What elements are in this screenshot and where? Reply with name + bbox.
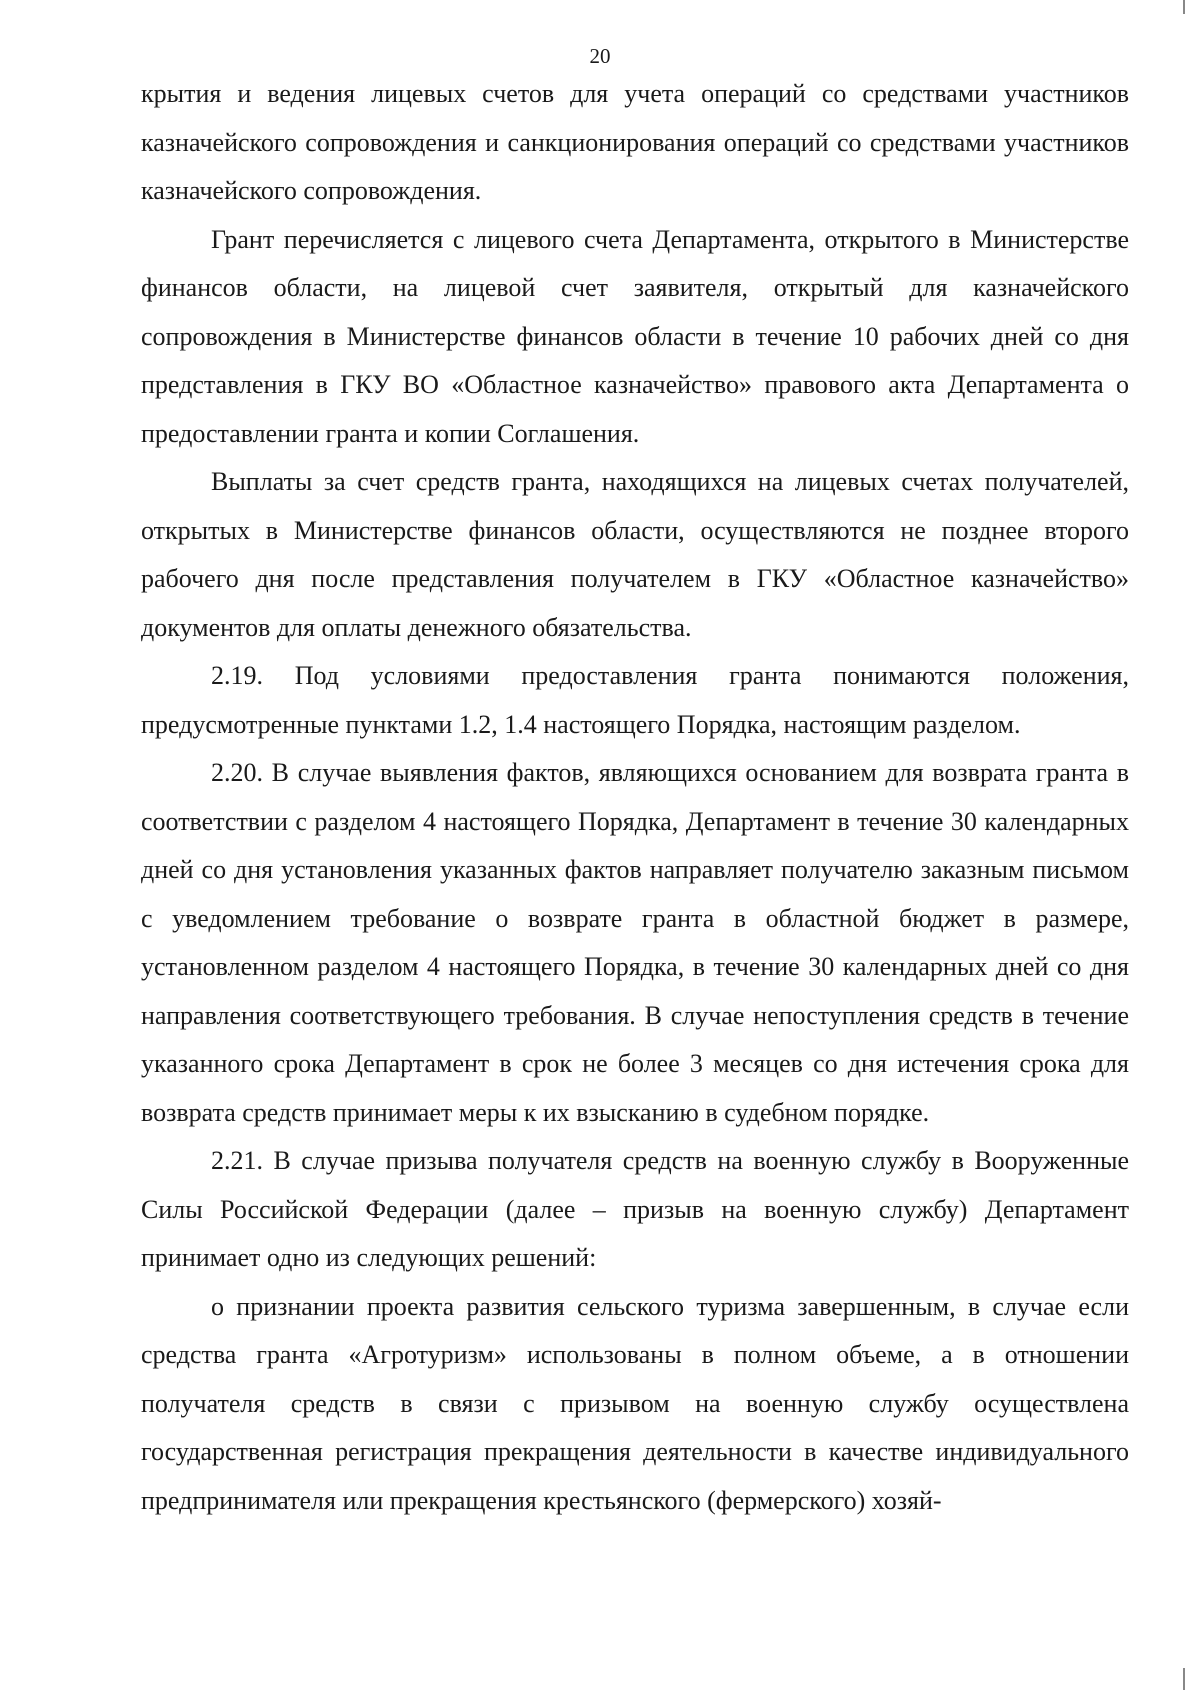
paragraph-grant-transfer: Грант перечисляется с лицевого счета Департамента, открытого в Министерстве финансов области, на лицевой счет заявителя, открытый для казначейского сопровождения в Министерстве финансов области в течение 10 рабочих дней со дня представления в ГКУ ВО «Областное казначейство» правового акта Департамента о предоставлении гранта и копии Соглашения. [141, 224, 1129, 448]
paragraph-2-21: 2.21. В случае призыва получателя средств на военную службу в Вооруженные Силы Российской Федерации (далее – призыв на военную службу) Департамент принимает одно из следующих решений: [141, 1146, 1129, 1272]
paragraph-payments: Выплаты за счет средств гранта, находящихся на лицевых счетах получателей, открытых в Министерстве финансов области, осуществляются не позднее второго рабочего дня после представления получателем в ГКУ «Областное казначейство» документов для оплаты денежного обязательства. [141, 467, 1129, 642]
page-number: 20 [589, 44, 611, 68]
paragraph-completion-decision: о признании проекта развития сельского туризма завершенным, в случае если средства гранта «Агротуризм» использованы в полном объеме, а в отношении получателя средств в связи с призывом на военную службу осуществлена государственная регистрация прекращения деятельности в качестве индивидуального предпринимателя или прекращения крестьянского (фермерского) хозяй- [141, 1291, 1129, 1515]
paragraph-continuation: крытия и ведения лицевых счетов для учета операций со средствами участников казначейского сопровождения и санкционирования операций со средствами участников казначейского сопровождения. [141, 79, 1129, 205]
paragraph-2-19: 2.19. Под условиями предоставления гранта понимаются положения, предусмотренные пунктами 1.2, 1.4 настоящего Порядка, настоящим разделом. [141, 661, 1129, 739]
document-body [141, 70, 1129, 1525]
paragraph-2-20: 2.20. В случае выявления фактов, являющихся основанием для возврата гранта в соответствии с разделом 4 настоящего Порядка, Департамент в течение 30 календарных дней со дня установления указанных фактов направляет получателю заказным письмом с уведомлением требование о возврате гранта в областной бюджет в размере, установленном разделом 4 настоящего Порядка, в течение 30 календарных дней со дня направления соответствующего требования. В случае непоступления средств в течение указанного срока Департамент в срок не более 3 месяцев со дня истечения срока для возврата средств принимает меры к их взысканию в судебном порядке. [141, 758, 1129, 1127]
scan-edge-mark-top [1183, 0, 1185, 14]
scan-edge-mark-bottom [1183, 1668, 1185, 1690]
